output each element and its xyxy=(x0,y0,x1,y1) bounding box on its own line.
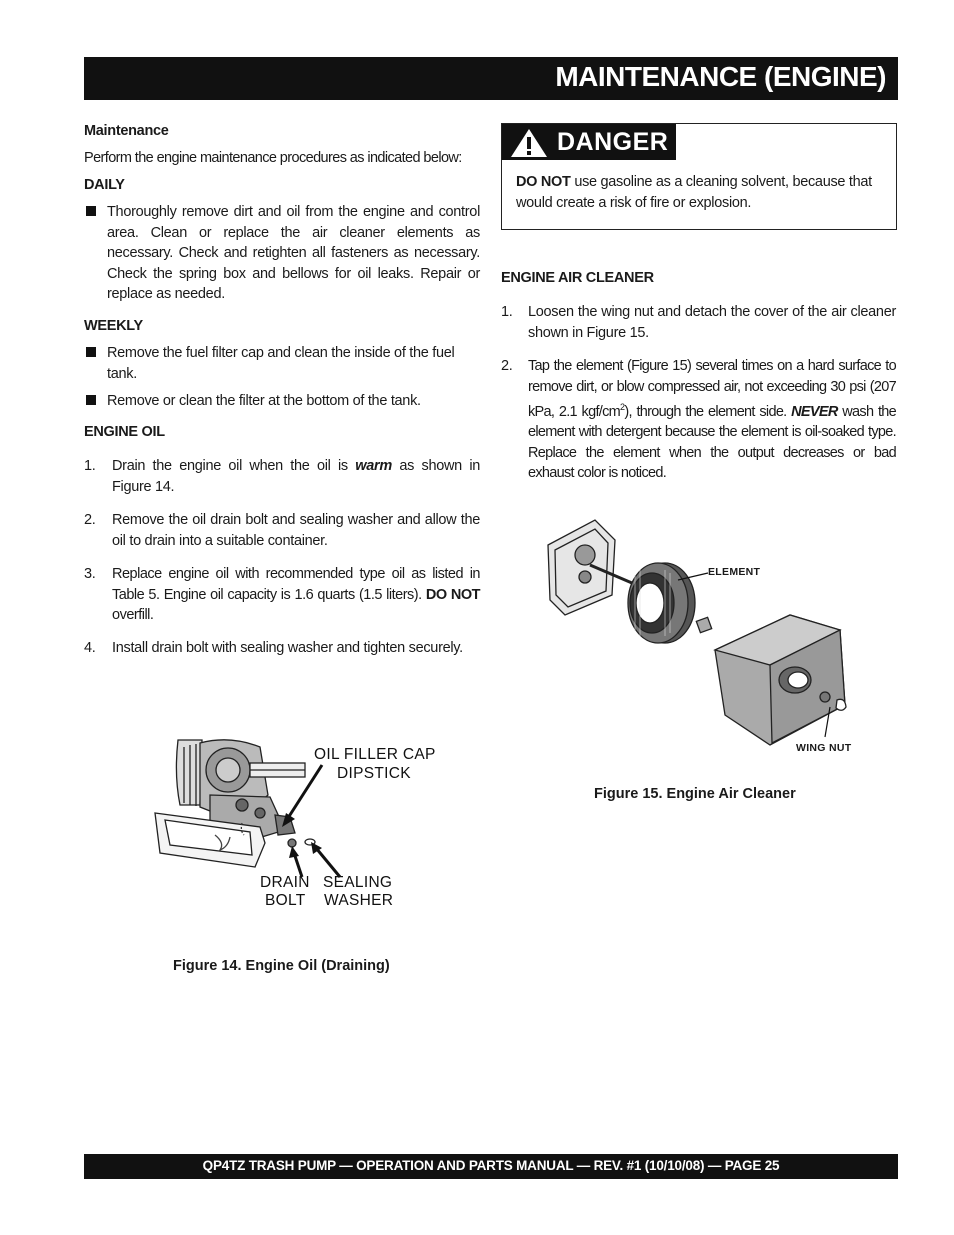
label-wing-nut: WING NUT xyxy=(796,742,852,754)
oil-step-1: Drain the engine oil when the oil is warm as shown in Figure 14. xyxy=(112,458,481,495)
step-number: 1. xyxy=(84,458,96,474)
label-sealing: SEALING xyxy=(323,874,393,891)
danger-text: DO NOT use gasoline as a cleaning solvent, because that would create a risk of fire or explosion. xyxy=(516,174,872,211)
engine-oil-heading: ENGINE OIL xyxy=(84,424,165,440)
bullet-icon xyxy=(86,395,96,405)
step-number: 4. xyxy=(84,640,96,656)
air-step-1: Loosen the wing nut and detach the cover of the air cleaner shown in Figure 15. xyxy=(528,304,896,341)
danger-banner xyxy=(502,124,676,160)
air-cleaner-illustration xyxy=(540,515,870,750)
step-number: 1. xyxy=(501,304,513,320)
oil-step-4: Install drain bolt with sealing washer and tighten securely. xyxy=(112,640,463,656)
maintenance-intro: Perform the engine maintenance procedures as indicated below: xyxy=(84,150,462,166)
daily-item: Thoroughly remove dirt and oil from the engine and control area. Clean or replace the air cleaner elements as necessary. Check and retighten all fasteners as necessary. Check the spring box and bellows for oil leaks. Repair or replace as needed. xyxy=(107,204,480,302)
step-number: 2. xyxy=(84,512,96,528)
danger-notice xyxy=(501,123,897,230)
title-bar xyxy=(84,57,898,100)
page-title: MAINTENANCE (ENGINE) xyxy=(555,61,886,92)
label-element: ELEMENT xyxy=(708,566,761,578)
figure-15-caption: Figure 15. Engine Air Cleaner xyxy=(594,786,796,802)
step-number: 3. xyxy=(84,566,96,582)
oil-step-3: Replace engine oil with recommended type oil as listed in Table 5. Engine oil capacity is 1.6 quarts (1.5 liters). DO NOT overfill. xyxy=(112,566,481,623)
footer-text: QP4TZ TRASH PUMP — OPERATION AND PARTS MANUAL — REV. #1 (10/10/08) — PAGE 25 xyxy=(202,1158,780,1173)
label-drain: DRAIN xyxy=(260,874,310,891)
figure-14-caption: Figure 14. Engine Oil (Draining) xyxy=(173,958,390,974)
maintenance-heading: Maintenance xyxy=(84,123,169,139)
danger-label: DANGER xyxy=(557,128,669,156)
footer-bar xyxy=(84,1154,898,1179)
label-bolt: BOLT xyxy=(265,892,306,909)
warning-triangle-icon xyxy=(509,127,549,159)
bullet-icon xyxy=(86,347,96,357)
label-washer: WASHER xyxy=(324,892,394,909)
weekly-item: Remove or clean the filter at the bottom of the tank. xyxy=(107,393,421,409)
daily-heading: DAILY xyxy=(84,177,125,193)
label-dipstick: DIPSTICK xyxy=(337,765,411,782)
oil-step-2: Remove the oil drain bolt and sealing washer and allow the oil to drain into a suitable container. xyxy=(112,512,480,549)
air-step-2: Tap the element (Figure 15) several times on a hard surface to remove dirt, or blow compressed air, not exceeding 30 psi (207 kPa, 2.1 kgf/$cm^2$), through the element side. NEVER wash the element with detergent because the element is oil-soaked type. Replace the element when the output decreases or bad exhaust color is noticed. xyxy=(528,358,897,482)
weekly-item: Remove the fuel filter cap and clean the inside of the fuel tank. xyxy=(107,345,455,382)
bullet-icon xyxy=(86,206,96,216)
label-oil-filler-cap: OIL FILLER CAP xyxy=(314,746,436,763)
weekly-heading: WEEKLY xyxy=(84,318,143,334)
step-number: 2. xyxy=(501,358,513,374)
air-cleaner-heading: ENGINE AIR CLEANER xyxy=(501,270,654,286)
